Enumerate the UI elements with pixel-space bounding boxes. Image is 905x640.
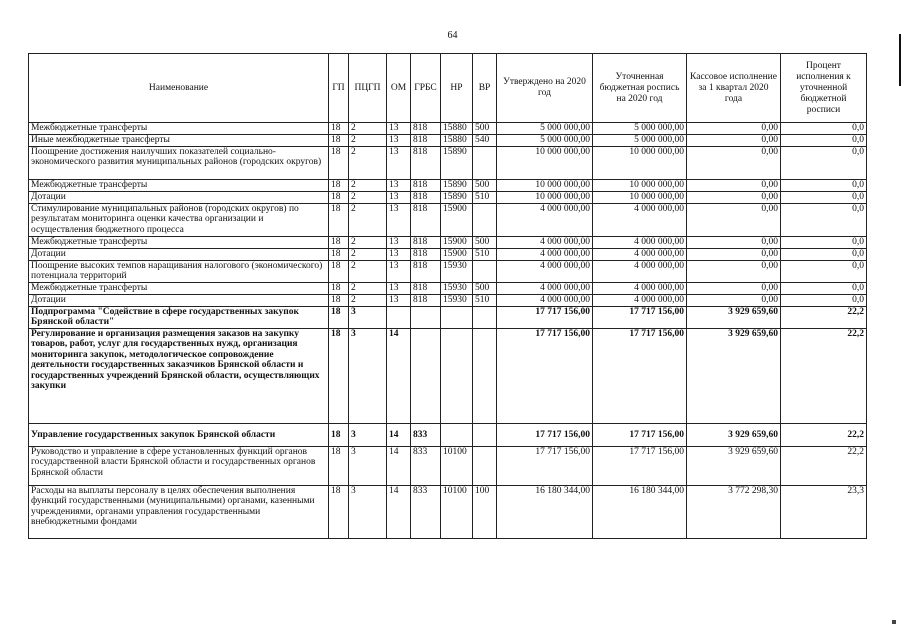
cell-pcgp: 3 [349,447,387,486]
cell-percent: 0,0 [781,135,867,147]
cell-name: Управление государственных закупок Брянской области [29,424,329,447]
cell-nr: 15930 [441,295,473,307]
cell-pcgp: 2 [349,123,387,135]
cell-refined: 17 717 156,00 [593,447,687,486]
cell-grbs: 833 [411,424,441,447]
cell-nr: 15930 [441,261,473,283]
cell-refined: 10 000 000,00 [593,192,687,204]
header-om: ОМ [387,54,411,123]
cell-om [387,307,411,329]
cell-pcgp: 3 [349,307,387,329]
cell-vr: 510 [473,192,497,204]
cell-percent: 0,0 [781,204,867,237]
cell-cash: 0,00 [687,135,781,147]
cell-approved: 17 717 156,00 [497,424,593,447]
table-row [29,424,867,447]
cell-cash: 0,00 [687,283,781,295]
cell-approved: 17 717 156,00 [497,329,593,424]
table-row [29,447,867,486]
cell-vr [473,307,497,329]
table-row [29,283,867,295]
cell-name: Дотации [29,249,329,261]
cell-cash: 0,00 [687,123,781,135]
cell-nr: 15900 [441,249,473,261]
cell-vr [473,447,497,486]
cell-gp: 18 [329,249,349,261]
cell-pcgp: 2 [349,135,387,147]
cell-nr [441,424,473,447]
cell-pcgp: 2 [349,249,387,261]
cell-pcgp: 2 [349,192,387,204]
header-pcgp: ПЦГП [349,54,387,123]
cell-grbs: 833 [411,486,441,539]
cell-cash: 3 929 659,60 [687,307,781,329]
cell-name: Подпрограмма "Содействие в сфере государственных закупок Брянской области" [29,307,329,329]
cell-approved: 5 000 000,00 [497,123,593,135]
table-header-row [29,54,867,123]
cell-grbs: 818 [411,204,441,237]
cell-gp: 18 [329,204,349,237]
cell-vr: 540 [473,135,497,147]
cell-refined: 10 000 000,00 [593,147,687,180]
cell-approved: 4 000 000,00 [497,283,593,295]
cell-gp: 18 [329,329,349,424]
cell-name: Межбюджетные трансферты [29,123,329,135]
cell-om: 14 [387,486,411,539]
cell-pcgp: 3 [349,424,387,447]
cell-percent: 22,2 [781,447,867,486]
cell-refined: 4 000 000,00 [593,249,687,261]
cell-gp: 18 [329,237,349,249]
cell-approved: 10 000 000,00 [497,192,593,204]
cell-approved: 4 000 000,00 [497,237,593,249]
cell-percent: 0,0 [781,249,867,261]
cell-refined: 5 000 000,00 [593,123,687,135]
cell-cash: 0,00 [687,147,781,180]
cell-approved: 10 000 000,00 [497,180,593,192]
cell-percent: 23,3 [781,486,867,539]
cell-nr: 15880 [441,123,473,135]
cell-refined: 16 180 344,00 [593,486,687,539]
table-row [29,204,867,237]
table-row [29,295,867,307]
cell-om: 13 [387,283,411,295]
cell-nr [441,307,473,329]
cell-percent: 22,2 [781,424,867,447]
cell-refined: 4 000 000,00 [593,283,687,295]
cell-nr: 15890 [441,192,473,204]
cell-pcgp: 2 [349,180,387,192]
cell-vr: 500 [473,237,497,249]
cell-cash: 0,00 [687,204,781,237]
cell-cash: 0,00 [687,237,781,249]
cell-nr: 15880 [441,135,473,147]
cell-grbs [411,307,441,329]
table-row [29,135,867,147]
cell-approved: 4 000 000,00 [497,204,593,237]
cell-gp: 18 [329,424,349,447]
cell-cash: 0,00 [687,261,781,283]
table-row [29,180,867,192]
cell-gp: 18 [329,180,349,192]
table-row [29,329,867,424]
cell-om: 13 [387,180,411,192]
budget-execution-table [28,53,867,539]
header-refined: Уточненная бюджетная роспись на 2020 год [593,54,687,123]
cell-percent: 0,0 [781,123,867,135]
cell-gp: 18 [329,135,349,147]
table-row [29,307,867,329]
cell-refined: 4 000 000,00 [593,295,687,307]
cell-gp: 18 [329,147,349,180]
cell-cash: 0,00 [687,295,781,307]
cell-om: 13 [387,261,411,283]
cell-grbs: 818 [411,180,441,192]
page-number: 64 [447,30,458,41]
cell-name: Расходы на выплаты персоналу в целях обеспечения выполнения функций государственными (муниципальными) органами, казенными учреждениями, органами управления государственными внебюджетными фондами [29,486,329,539]
cell-grbs: 818 [411,147,441,180]
cell-percent: 22,2 [781,307,867,329]
cell-vr [473,204,497,237]
cell-om: 13 [387,204,411,237]
cell-name: Дотации [29,295,329,307]
cell-refined: 5 000 000,00 [593,135,687,147]
cell-gp: 18 [329,261,349,283]
cell-name: Дотации [29,192,329,204]
cell-nr: 15900 [441,237,473,249]
cell-grbs: 818 [411,295,441,307]
cell-gp: 18 [329,295,349,307]
header-nr: НР [441,54,473,123]
cell-refined: 10 000 000,00 [593,180,687,192]
cell-refined: 17 717 156,00 [593,307,687,329]
cell-grbs: 818 [411,135,441,147]
cell-pcgp: 2 [349,204,387,237]
cell-percent: 0,0 [781,192,867,204]
cell-vr [473,261,497,283]
cell-gp: 18 [329,307,349,329]
cell-approved: 5 000 000,00 [497,135,593,147]
cell-cash: 3 929 659,60 [687,329,781,424]
cell-gp: 18 [329,447,349,486]
cell-vr [473,329,497,424]
cell-gp: 18 [329,486,349,539]
cell-cash: 3 772 298,30 [687,486,781,539]
cell-refined: 4 000 000,00 [593,204,687,237]
cell-name: Поощрение достижения наилучших показателей социально-экономического развития муниципальных районов (городских округов) [29,147,329,180]
cell-nr [441,329,473,424]
cell-percent: 0,0 [781,180,867,192]
cell-percent: 0,0 [781,261,867,283]
cell-vr: 500 [473,283,497,295]
cell-name: Поощрение высоких темпов наращивания налогового (экономического) потенциала территорий [29,261,329,283]
cell-nr: 15900 [441,204,473,237]
cell-percent: 0,0 [781,283,867,295]
cell-refined: 4 000 000,00 [593,237,687,249]
cell-grbs: 818 [411,123,441,135]
header-percent: Процент исполнения к уточненной бюджетной росписи [781,54,867,123]
cell-approved: 16 180 344,00 [497,486,593,539]
cell-vr: 100 [473,486,497,539]
cell-pcgp: 2 [349,147,387,180]
cell-vr: 510 [473,295,497,307]
cell-nr: 10100 [441,447,473,486]
cell-cash: 0,00 [687,192,781,204]
scan-dot [892,620,896,624]
header-cash: Кассовое исполнение за 1 квартал 2020 года [687,54,781,123]
cell-refined: 17 717 156,00 [593,329,687,424]
cell-pcgp: 2 [349,237,387,249]
cell-name: Иные межбюджетные трансферты [29,135,329,147]
cell-vr [473,147,497,180]
cell-approved: 10 000 000,00 [497,147,593,180]
cell-refined: 4 000 000,00 [593,261,687,283]
header-name: Наименование [29,54,329,123]
cell-om: 13 [387,123,411,135]
cell-cash: 0,00 [687,249,781,261]
cell-name: Межбюджетные трансферты [29,283,329,295]
header-grbs: ГРБС [411,54,441,123]
cell-name: Руководство и управление в сфере установленных функций органов государственной власти Брянской области и государственных органов Брянской области [29,447,329,486]
cell-percent: 0,0 [781,295,867,307]
cell-vr: 510 [473,249,497,261]
table-row [29,486,867,539]
cell-om: 13 [387,249,411,261]
cell-percent: 22,2 [781,329,867,424]
cell-om: 14 [387,424,411,447]
cell-percent: 0,0 [781,237,867,249]
cell-grbs: 818 [411,261,441,283]
table-row [29,123,867,135]
table-row [29,237,867,249]
cell-om: 14 [387,447,411,486]
cell-gp: 18 [329,283,349,295]
cell-grbs: 818 [411,237,441,249]
cell-nr: 10100 [441,486,473,539]
cell-gp: 18 [329,192,349,204]
header-approved: Утверждено на 2020 год [497,54,593,123]
cell-cash: 0,00 [687,180,781,192]
cell-approved: 17 717 156,00 [497,447,593,486]
cell-name: Межбюджетные трансферты [29,237,329,249]
cell-approved: 4 000 000,00 [497,249,593,261]
cell-grbs: 818 [411,283,441,295]
table-row [29,249,867,261]
cell-pcgp: 3 [349,486,387,539]
cell-pcgp: 2 [349,295,387,307]
cell-om: 13 [387,237,411,249]
table-row [29,147,867,180]
cell-pcgp: 2 [349,261,387,283]
cell-vr: 500 [473,123,497,135]
cell-approved: 4 000 000,00 [497,261,593,283]
header-vr: ВР [473,54,497,123]
cell-refined: 17 717 156,00 [593,424,687,447]
cell-om: 14 [387,329,411,424]
cell-grbs: 818 [411,192,441,204]
cell-name: Межбюджетные трансферты [29,180,329,192]
cell-vr: 500 [473,180,497,192]
cell-grbs: 833 [411,447,441,486]
cell-om: 13 [387,135,411,147]
cell-name: Стимулирование муниципальных районов (городских округов) по результатам мониторинга оценки качества организации и осуществления бюджетного процесса [29,204,329,237]
cell-om: 13 [387,295,411,307]
cell-nr: 15890 [441,180,473,192]
cell-approved: 4 000 000,00 [497,295,593,307]
table-row [29,192,867,204]
cell-om: 13 [387,192,411,204]
cell-cash: 3 929 659,60 [687,447,781,486]
cell-nr: 15890 [441,147,473,180]
cell-om: 13 [387,147,411,180]
cell-pcgp: 2 [349,283,387,295]
header-gp: ГП [329,54,349,123]
cell-approved: 17 717 156,00 [497,307,593,329]
cell-grbs: 818 [411,249,441,261]
cell-percent: 0,0 [781,147,867,180]
cell-gp: 18 [329,123,349,135]
table-row [29,261,867,283]
cell-name: Регулирование и организация размещения заказов на закупку товаров, работ, услуг для государственных нужд, организация мониторинга закупок, методологическое сопровождение деятельности государственных заказчиков Брянской области и государственных учреждений Брянской области, осуществляющих закупки [29,329,329,424]
cell-nr: 15930 [441,283,473,295]
cell-grbs [411,329,441,424]
table-body [29,123,867,539]
cell-vr [473,424,497,447]
cell-cash: 3 929 659,60 [687,424,781,447]
page-edge-mark [899,34,901,86]
cell-pcgp: 3 [349,329,387,424]
